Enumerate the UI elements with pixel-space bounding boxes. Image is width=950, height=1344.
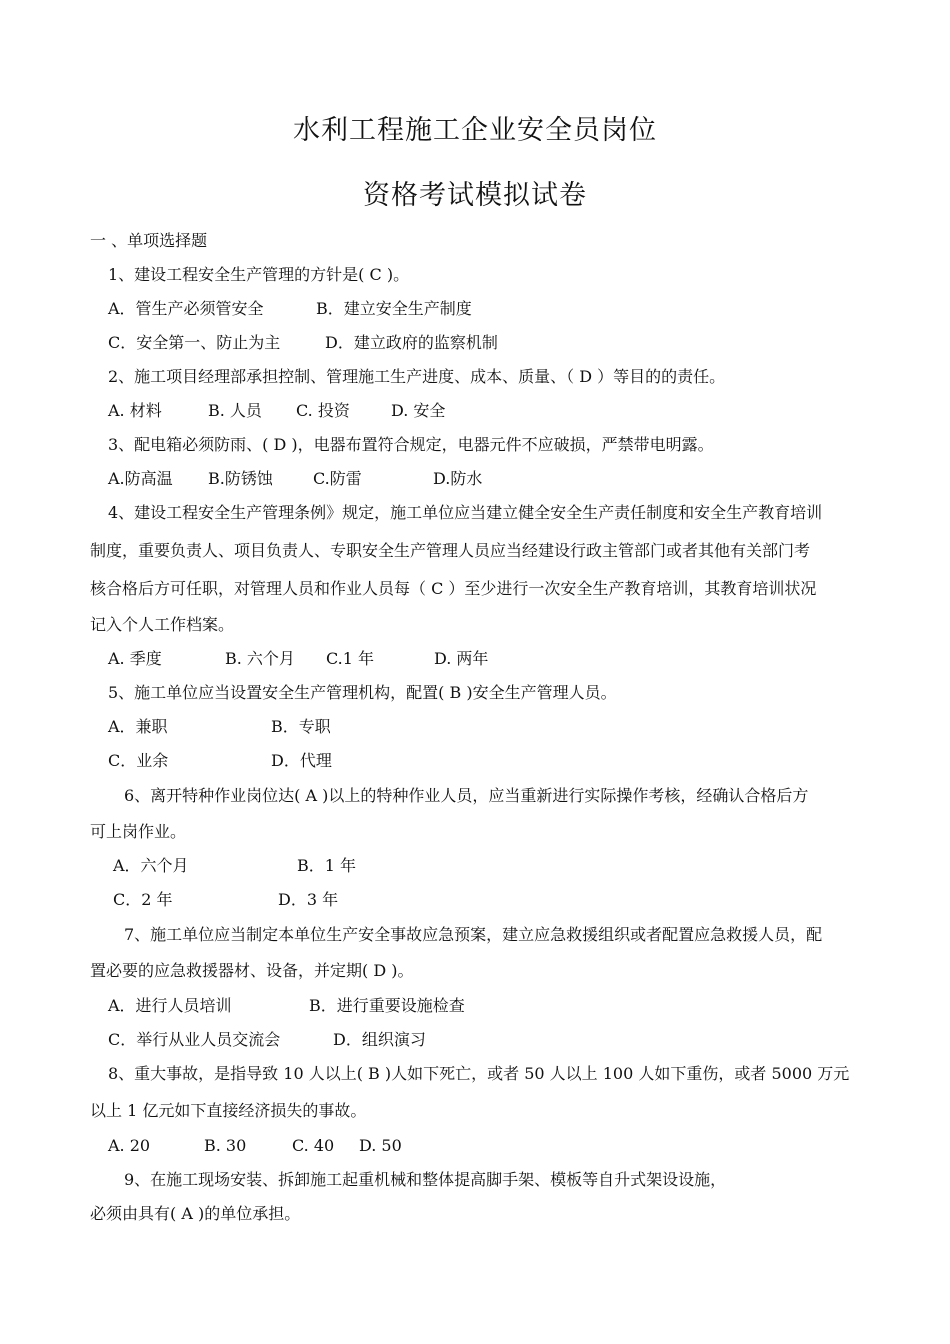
question-7-option-c: C．举行从业人员交流会	[108, 1030, 281, 1049]
question-3-option-b: B.防锈蚀	[208, 469, 273, 488]
question-6-line-2: 可上岗作业。	[90, 822, 187, 841]
question-7-option-a: A．进行人员培训	[108, 996, 232, 1015]
document-title-line1: 水利工程施工企业安全员岗位	[293, 115, 657, 146]
question-4-option-b: B. 六个月	[225, 649, 295, 668]
question-4-option-a: A. 季度	[108, 649, 162, 668]
question-4-option-d: D. 两年	[434, 649, 489, 668]
document-title-line2: 资格考试模拟试卷	[363, 180, 587, 211]
question-6-option-b: B．1 年	[297, 856, 357, 875]
question-6-option-d: D．3 年	[278, 890, 339, 909]
question-9-line-2: 必须由具有( A )的单位承担。	[90, 1204, 301, 1223]
question-8-line-2: 以上 1 亿元如下直接经济损失的事故。	[90, 1101, 367, 1120]
question-4-line-4: 记入个人工作档案。	[90, 615, 235, 634]
question-5-option-a: A．兼职	[108, 717, 168, 736]
question-6-option-a: A．六个月	[113, 856, 189, 875]
question-2-option-a: A. 材料	[108, 401, 162, 420]
question-7-line-2: 置必要的应急救援器材、设备，并定期( D )。	[90, 961, 414, 980]
question-7-option-d: D．组织演习	[333, 1030, 426, 1049]
question-8-line-1: 8、重大事故，是指导致 10 人以上( B )人如下死亡，或者 50 人以上 100 人如下重伤，或者 5000 万元	[108, 1064, 850, 1083]
question-3-option-d: D.防水	[433, 469, 483, 488]
question-4-option-c: C.1 年	[326, 649, 375, 668]
question-7-option-b: B．进行重要设施检查	[309, 996, 465, 1015]
question-1-option-a: A．管生产必须管安全	[108, 299, 264, 318]
question-1-option-d: D．建立政府的监察机制	[325, 333, 498, 352]
question-2-option-d: D. 安全	[391, 401, 446, 420]
question-4-line-3: 核合格后方可任职，对管理人员和作业人员每（ C ）至少进行一次安全生产教育培训，其教育培训状况	[90, 579, 817, 598]
question-2-option-c: C. 投资	[296, 401, 350, 420]
question-3-option-a: A.防高温	[108, 469, 173, 488]
question-4-line-2: 制度，重要负责人、项目负责人、专职安全生产管理人员应当经建设行政主管部门或者其他有关部门考	[90, 541, 811, 560]
question-1-stem: 1、建设工程安全生产管理的方针是( C )。	[108, 265, 410, 284]
question-5-option-c: C．业余	[108, 751, 169, 770]
question-5-option-d: D．代理	[271, 751, 332, 770]
section-heading: 一 、单项选择题	[90, 231, 208, 250]
question-5-option-b: B．专职	[271, 717, 331, 736]
question-8-option-a: A. 20	[108, 1136, 151, 1155]
question-5-stem: 5、施工单位应当设置安全生产管理机构，配置( B )安全生产管理人员。	[108, 683, 617, 702]
question-3-stem: 3、配电箱必须防雨、( D )，电器布置符合规定，电器元件不应破损，严禁带电明露。	[108, 435, 714, 454]
question-8-option-d: D. 50	[359, 1136, 402, 1155]
question-8-option-c: C. 40	[292, 1136, 335, 1155]
question-4-line-1: 4、建设工程安全生产管理条例》规定，施工单位应当建立健全安全生产责任制度和安全生产教育培训	[108, 503, 823, 522]
question-6-line-1: 6、离开特种作业岗位达( A )以上的特种作业人员，应当重新进行实际操作考核，经确认合格后方	[124, 786, 809, 805]
question-1-option-b: B．建立安全生产制度	[316, 299, 472, 318]
question-9-line-1: 9、在施工现场安装、拆卸施工起重机械和整体提高脚手架、模板等自升式架设设施，	[124, 1170, 727, 1189]
question-8-option-b: B. 30	[204, 1136, 247, 1155]
question-1-option-c: C．安全第一、防止为主	[108, 333, 281, 352]
question-3-option-c: C.防雷	[313, 469, 362, 488]
question-6-option-c: C．2 年	[113, 890, 173, 909]
question-2-option-b: B. 人员	[208, 401, 262, 420]
question-7-line-1: 7、施工单位应当制定本单位生产安全事故应急预案，建立应急救援组织或者配置应急救援人员，配	[124, 925, 823, 944]
question-2-stem: 2、施工项目经理部承担控制、管理施工生产进度、成本、质量、（ D ）等目的的责任。	[108, 367, 726, 386]
